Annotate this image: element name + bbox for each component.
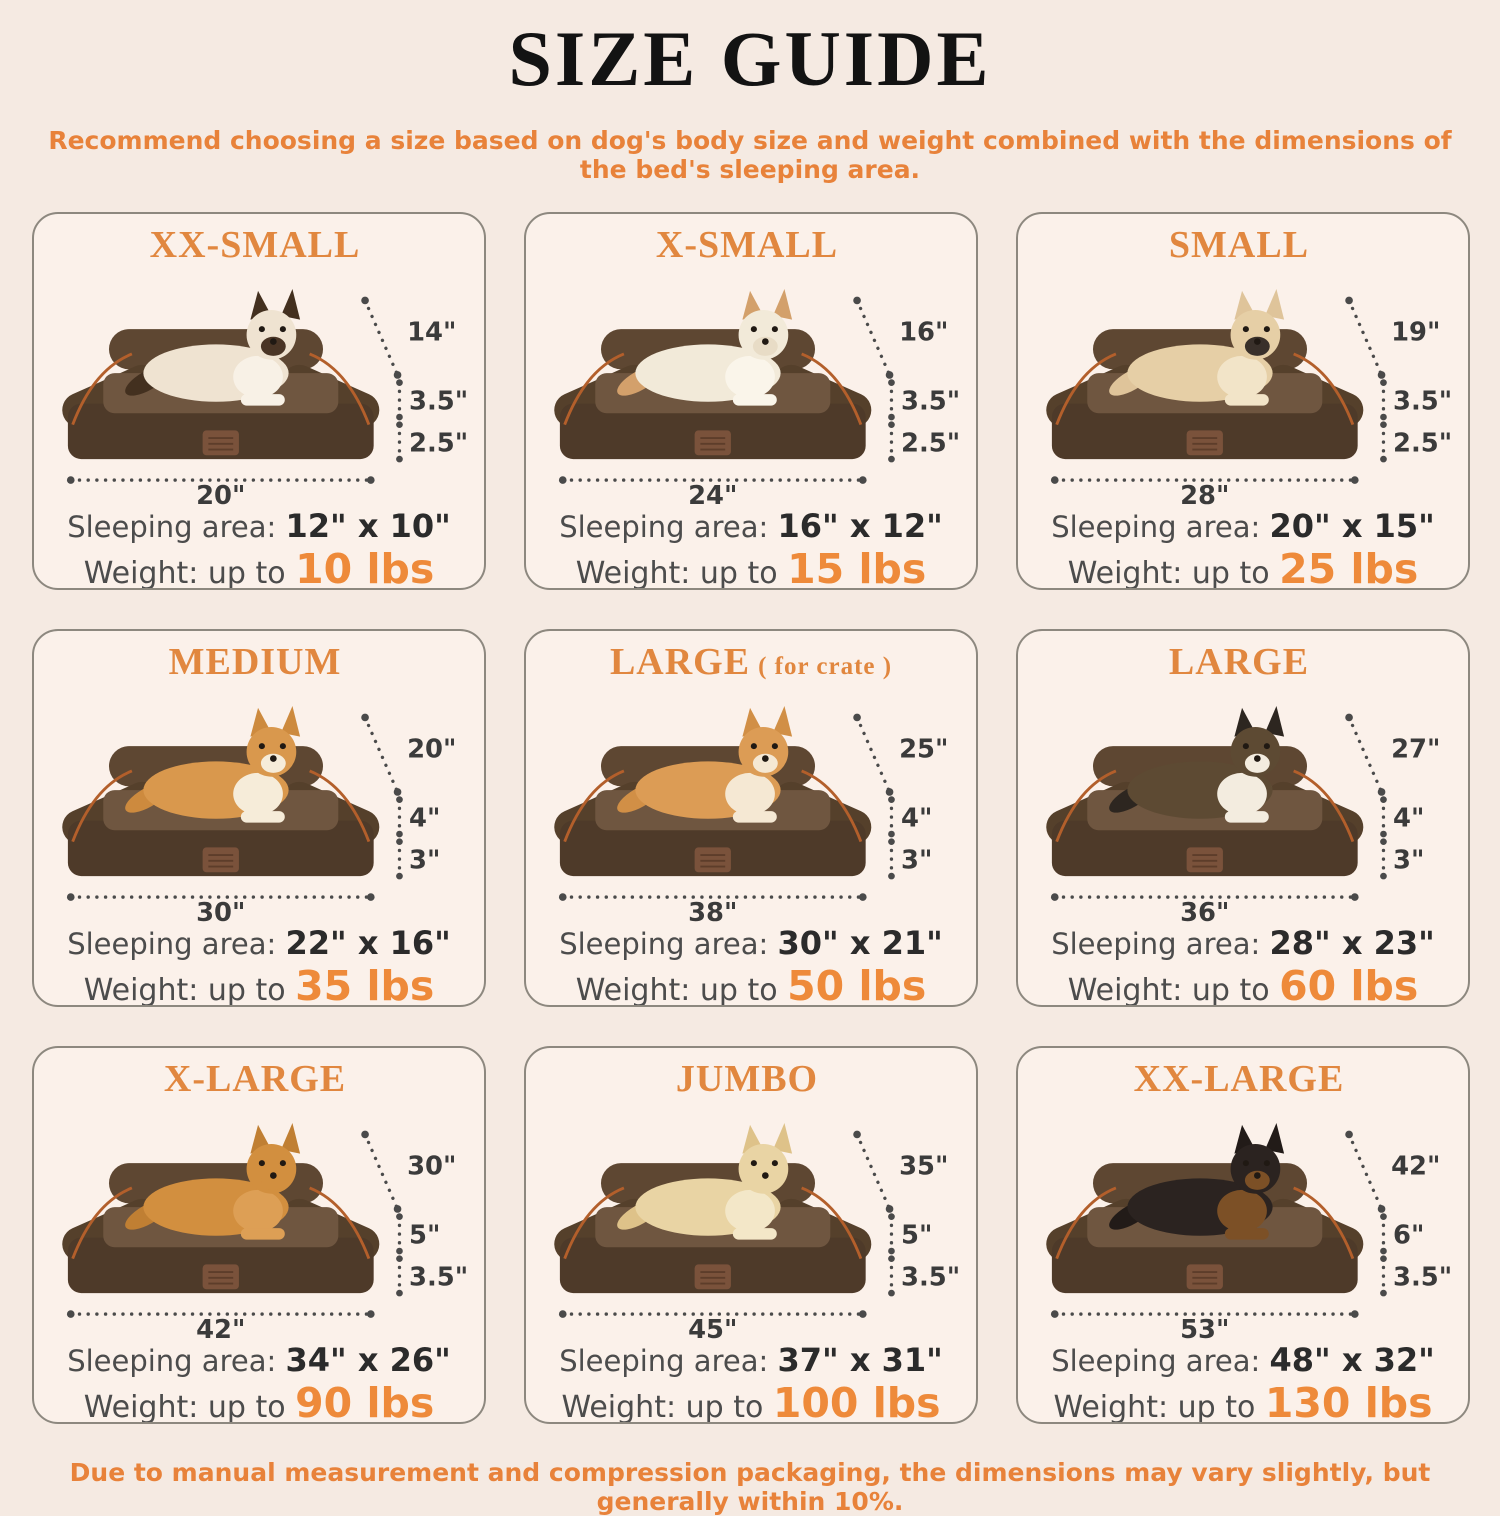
weight-line (1068, 545, 1419, 590)
bed-depth-dim-label: 16" (899, 317, 949, 348)
weight-upto-label: up to (1191, 972, 1270, 1007)
sleeping-area-value: 30" x 21" (777, 923, 943, 962)
bed-figure (1028, 266, 1458, 505)
weight-line (1053, 1379, 1432, 1424)
size-name: LARGE (609, 641, 751, 683)
sleeping-area-line (1051, 507, 1435, 545)
bed-depth-dim-label: 27" (1391, 734, 1441, 765)
sleeping-area-line (559, 1341, 943, 1379)
brand-label-icon (695, 1264, 731, 1289)
size-card-title (656, 226, 846, 266)
size-name: JUMBO (675, 1058, 819, 1100)
base-height-dim-label: 2.5" (1393, 428, 1453, 459)
sleeping-area-value: 22" x 16" (285, 923, 451, 962)
bed-illustration (536, 683, 966, 922)
weight-label: Weight: (83, 972, 199, 1007)
sleeping-area-label: Sleeping area: (559, 926, 769, 961)
bed-figure (1028, 1100, 1458, 1339)
brand-label-icon (695, 430, 731, 455)
sleeping-area-value: 16" x 12" (777, 506, 943, 545)
weight-upto-label: up to (207, 555, 286, 590)
brand-label-icon (695, 847, 731, 872)
sleeping-area-value: 28" x 23" (1269, 923, 1435, 962)
base-height-dim-label: 3.5" (1393, 1262, 1453, 1293)
size-card-title (150, 226, 369, 266)
bolster-height-dim-label: 4" (409, 803, 441, 834)
bed-figure (1028, 683, 1458, 922)
bolster-height-dim-label: 4" (901, 803, 933, 834)
weight-value: 60 lbs (1279, 961, 1419, 1007)
weight-label: Weight: (561, 1389, 677, 1424)
bed-width-dim-label: 28" (1180, 480, 1230, 505)
size-card (1016, 1046, 1470, 1424)
bed-figure (44, 266, 474, 505)
size-name: X-SMALL (655, 224, 839, 266)
bed-figure (536, 683, 966, 922)
sleeping-area-label: Sleeping area: (67, 926, 277, 961)
weight-label: Weight: (1053, 1389, 1169, 1424)
weight-line (561, 1379, 940, 1424)
size-card-title (1134, 1060, 1353, 1100)
bed-depth-dim-label: 35" (899, 1151, 949, 1182)
weight-upto-label: up to (699, 972, 778, 1007)
bed-depth-dim-label: 20" (407, 734, 457, 765)
weight-upto-label: up to (207, 1389, 286, 1424)
bed-figure (536, 266, 966, 505)
brand-label-icon (203, 1264, 239, 1289)
size-card-title (1169, 226, 1317, 266)
base-height-dim-label: 3" (1393, 845, 1425, 876)
base-height-dim-label: 3" (409, 845, 441, 876)
brand-label-icon (1187, 430, 1223, 455)
size-name: LARGE (1168, 641, 1310, 683)
weight-line (1068, 962, 1419, 1007)
size-card (1016, 212, 1470, 590)
size-name: MEDIUM (168, 641, 342, 683)
bed-figure (44, 683, 474, 922)
size-card (1016, 629, 1470, 1007)
weight-line (84, 962, 435, 1007)
bed-depth-dim-label: 19" (1391, 317, 1441, 348)
sleeping-area-label: Sleeping area: (1051, 509, 1261, 544)
weight-value: 35 lbs (295, 961, 435, 1007)
bed-illustration (44, 1100, 474, 1339)
bolster-height-dim-label: 3.5" (901, 386, 961, 417)
size-guide-infographic (0, 14, 1500, 1514)
weight-upto-label: up to (699, 555, 778, 590)
sleeping-area-line (559, 924, 943, 962)
sleeping-area-value: 34" x 26" (285, 1340, 451, 1379)
bed-width-dim-label: 36" (1180, 897, 1230, 922)
bed-width-dim-label: 38" (688, 897, 738, 922)
bed-illustration (1028, 683, 1458, 922)
bed-depth-dim-label: 25" (899, 734, 949, 765)
size-card (32, 212, 486, 590)
weight-value: 50 lbs (787, 961, 927, 1007)
bed-depth-dim-label: 14" (407, 317, 457, 348)
bed-width-dim-label: 20" (196, 480, 246, 505)
sleeping-area-value: 48" x 32" (1269, 1340, 1435, 1379)
size-card (32, 1046, 486, 1424)
size-name-suffix: ( for crate ) (758, 653, 893, 680)
size-card-title (1169, 643, 1317, 683)
base-height-dim-label: 3" (901, 845, 933, 876)
size-card (524, 1046, 978, 1424)
size-cards-grid (32, 212, 1468, 1424)
sleeping-area-label: Sleeping area: (67, 1343, 277, 1378)
sleeping-area-line (1051, 924, 1435, 962)
size-name: XX-SMALL (149, 224, 361, 266)
weight-line (576, 962, 927, 1007)
sleeping-area-value: 37" x 31" (777, 1340, 943, 1379)
base-height-dim-label: 2.5" (901, 428, 961, 459)
sleeping-area-label: Sleeping area: (1051, 926, 1261, 961)
bed-width-dim-label: 30" (196, 897, 246, 922)
bed-figure (536, 1100, 966, 1339)
brand-label-icon (203, 847, 239, 872)
weight-label: Weight: (1067, 972, 1183, 1007)
base-height-dim-label: 3.5" (901, 1262, 961, 1293)
sleeping-area-line (1051, 1341, 1435, 1379)
bed-width-dim-label: 45" (688, 1314, 738, 1339)
size-card (524, 212, 978, 590)
weight-value: 100 lbs (772, 1378, 941, 1424)
bed-depth-dim-label: 30" (407, 1151, 457, 1182)
sleeping-area-label: Sleeping area: (1051, 1343, 1261, 1378)
bolster-height-dim-label: 5" (409, 1220, 441, 1251)
size-card-title (676, 1060, 826, 1100)
sleeping-area-label: Sleeping area: (559, 1343, 769, 1378)
size-name: X-LARGE (163, 1058, 347, 1100)
weight-value: 130 lbs (1264, 1378, 1433, 1424)
bed-width-dim-label: 53" (1180, 1314, 1230, 1339)
sleeping-area-value: 20" x 15" (1269, 506, 1435, 545)
weight-value: 25 lbs (1279, 544, 1419, 590)
page-subtitle: Recommend choosing a size based on dog's body size and weight combined with the dimensions of the bed's sleeping area. (48, 126, 1452, 184)
size-name: XX-LARGE (1133, 1058, 1345, 1100)
brand-label-icon (1187, 847, 1223, 872)
size-card-title (169, 643, 350, 683)
bed-width-dim-label: 24" (688, 480, 738, 505)
sleeping-area-line (67, 507, 451, 545)
weight-value: 10 lbs (295, 544, 435, 590)
sleeping-area-label: Sleeping area: (559, 509, 769, 544)
bed-depth-dim-label: 42" (1391, 1151, 1441, 1182)
bolster-height-dim-label: 3.5" (409, 386, 469, 417)
weight-label: Weight: (1067, 555, 1183, 590)
bed-illustration (1028, 266, 1458, 505)
sleeping-area-line (559, 507, 943, 545)
weight-upto-label: up to (1191, 555, 1270, 590)
sleeping-area-line (67, 1341, 451, 1379)
size-card-title (610, 643, 892, 683)
bolster-height-dim-label: 6" (1393, 1220, 1425, 1251)
size-card (524, 629, 978, 1007)
bed-illustration (536, 1100, 966, 1339)
bed-figure (44, 1100, 474, 1339)
bolster-height-dim-label: 5" (901, 1220, 933, 1251)
weight-label: Weight: (83, 555, 199, 590)
bed-width-dim-label: 42" (196, 1314, 246, 1339)
bed-illustration (44, 266, 474, 505)
brand-label-icon (203, 430, 239, 455)
bed-illustration (1028, 1100, 1458, 1339)
bed-illustration (44, 683, 474, 922)
base-height-dim-label: 3.5" (409, 1262, 469, 1293)
size-name: SMALL (1168, 224, 1310, 266)
weight-upto-label: up to (207, 972, 286, 1007)
weight-label: Weight: (575, 555, 691, 590)
weight-upto-label: up to (1177, 1389, 1256, 1424)
sleeping-area-label: Sleeping area: (67, 509, 277, 544)
weight-line (84, 1379, 435, 1424)
weight-line (84, 545, 435, 590)
page-footnote: Due to manual measurement and compression packaging, the dimensions may vary slightly, but generally within 10%. (69, 1458, 1431, 1516)
sleeping-area-line (67, 924, 451, 962)
weight-upto-label: up to (685, 1389, 764, 1424)
size-card (32, 629, 486, 1007)
page-title: SIZE GUIDE (508, 15, 992, 102)
bed-illustration (536, 266, 966, 505)
weight-label: Weight: (575, 972, 691, 1007)
weight-line (576, 545, 927, 590)
weight-value: 90 lbs (295, 1378, 435, 1424)
brand-label-icon (1187, 1264, 1223, 1289)
bolster-height-dim-label: 3.5" (1393, 386, 1453, 417)
bolster-height-dim-label: 4" (1393, 803, 1425, 834)
size-card-title (164, 1060, 354, 1100)
base-height-dim-label: 2.5" (409, 428, 469, 459)
weight-label: Weight: (83, 1389, 199, 1424)
sleeping-area-value: 12" x 10" (285, 506, 451, 545)
weight-value: 15 lbs (787, 544, 927, 590)
